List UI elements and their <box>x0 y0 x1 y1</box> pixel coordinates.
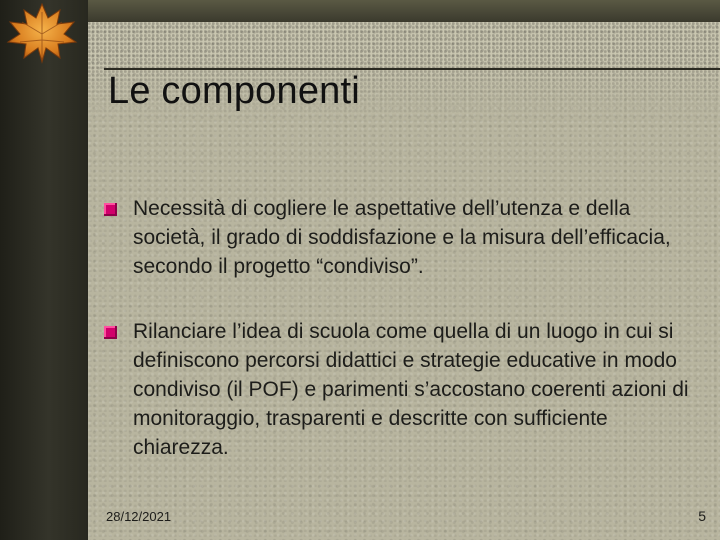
footer-date: 28/12/2021 <box>106 509 172 524</box>
left-decorative-band <box>0 0 88 540</box>
maple-leaf-icon <box>2 0 82 64</box>
square-bullet-icon <box>104 203 117 216</box>
bullet-item <box>104 317 704 462</box>
bullet-text: Rilanciare l’idea di scuola come quella di un luogo in cui si definiscono percorsi didattici e strategie educative in modo condiviso (il POF) e parimenti s’accostano coerenti azioni di monitoraggio, trasparenti e descritte con sufficiente chiarezza. <box>133 320 689 459</box>
top-decorative-band <box>88 0 720 22</box>
bullet-list <box>104 194 704 498</box>
square-bullet-icon <box>104 326 117 339</box>
page-number: 5 <box>698 508 706 524</box>
bullet-text: Necessità di cogliere le aspettative dell’utenza e della società, il grado di soddisfazione e la misura dell’efficacia, secondo il progetto “condiviso”. <box>133 197 671 278</box>
slide-title: Le componenti <box>108 70 360 112</box>
bullet-item <box>104 194 704 281</box>
